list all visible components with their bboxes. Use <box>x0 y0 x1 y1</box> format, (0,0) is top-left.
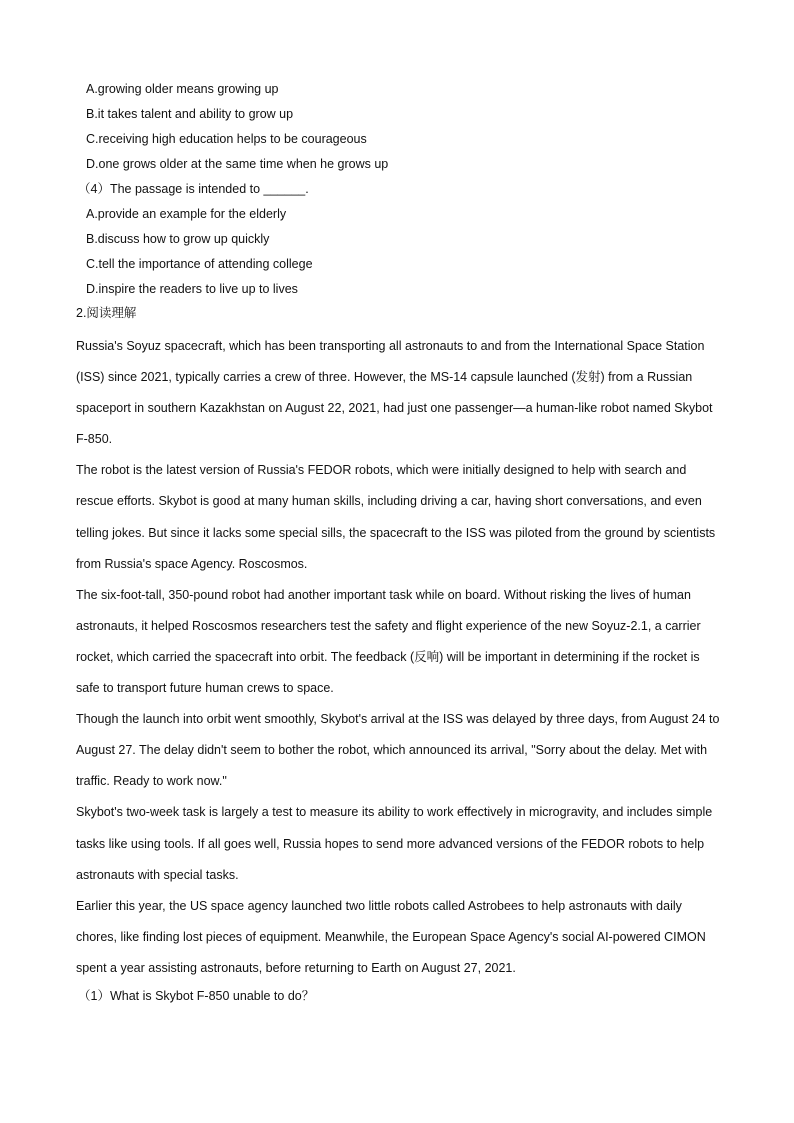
q1-stem: （1）What is Skybot F-850 unable to do？ <box>78 989 315 1003</box>
q3-option-a: A.growing older means growing up <box>86 82 279 96</box>
q4-option-c: C.tell the importance of attending college <box>86 257 313 271</box>
paragraph-3: The six-foot-tall, 350-pound robot had another important task while on board. Without risking the lives of human astronauts, it helped Roscosmos researchers test the safety and flight experience of the new Soyuz-2.1, a carrier rocket, which carried the spacecraft into orbit. The feedback (反响) will be important in determining if the rocket is safe to transport future human crews to space. <box>76 587 701 696</box>
section-heading: 2.阅读理解 <box>76 306 137 320</box>
paragraph-5: Skybot's two-week task is largely a test to measure its ability to work effectively in microgravity, and includes simple tasks like using tools. If all goes well, Russia hopes to send more advanced versions of the FEDOR robots to help astronauts with special tasks. <box>76 805 713 882</box>
paragraph-4: Though the launch into orbit went smoothly, Skybot's arrival at the ISS was delayed by three days, from August 24 to August 27. The delay didn't seem to bother the robot, which announced its arrival, "Sorry about the delay. Met with traffic. Ready to work now." <box>76 712 720 789</box>
q4-option-b: B.discuss how to grow up quickly <box>86 232 270 246</box>
q4-option-a: A.provide an example for the elderly <box>86 207 287 221</box>
q4-option-d: D.inspire the readers to live up to lives <box>86 282 298 296</box>
reading-passage <box>76 331 721 984</box>
paragraph-1: Russia's Soyuz spacecraft, which has been transporting all astronauts to and from the International Space Station (ISS) since 2021, typically carries a crew of three. However, the MS-14 capsule launched (发射) from a Russian spaceport in southern Kazakhstan on August 22, 2021, had just one passenger—a human-like robot named Skybot F-850. <box>76 339 713 447</box>
q3-option-c: C.receiving high education helps to be courageous <box>86 132 367 146</box>
paragraph-2: The robot is the latest version of Russia's FEDOR robots, which were initially designed to help with search and rescue efforts. Skybot is good at many human skills, including driving a car, having short conversations, and even telling jokes. But since it lacks some special sills, the spacecraft to the ISS was piloted from the ground by scientists from Russia's space Agency. Roscosmos. <box>76 463 716 571</box>
q3-option-d: D.one grows older at the same time when he grows up <box>86 157 389 171</box>
q3-option-b: B.it takes talent and ability to grow up <box>86 107 294 121</box>
paragraph-6: Earlier this year, the US space agency launched two little robots called Astrobees to help astronauts with daily chores, like finding lost pieces of equipment. Meanwhile, the European Space Agency's social AI-powered CIMON spent a year assisting astronauts, before returning to Earth on August 27, 2021. <box>76 898 706 975</box>
q4-stem: （4）The passage is intended to ______. <box>78 182 309 196</box>
